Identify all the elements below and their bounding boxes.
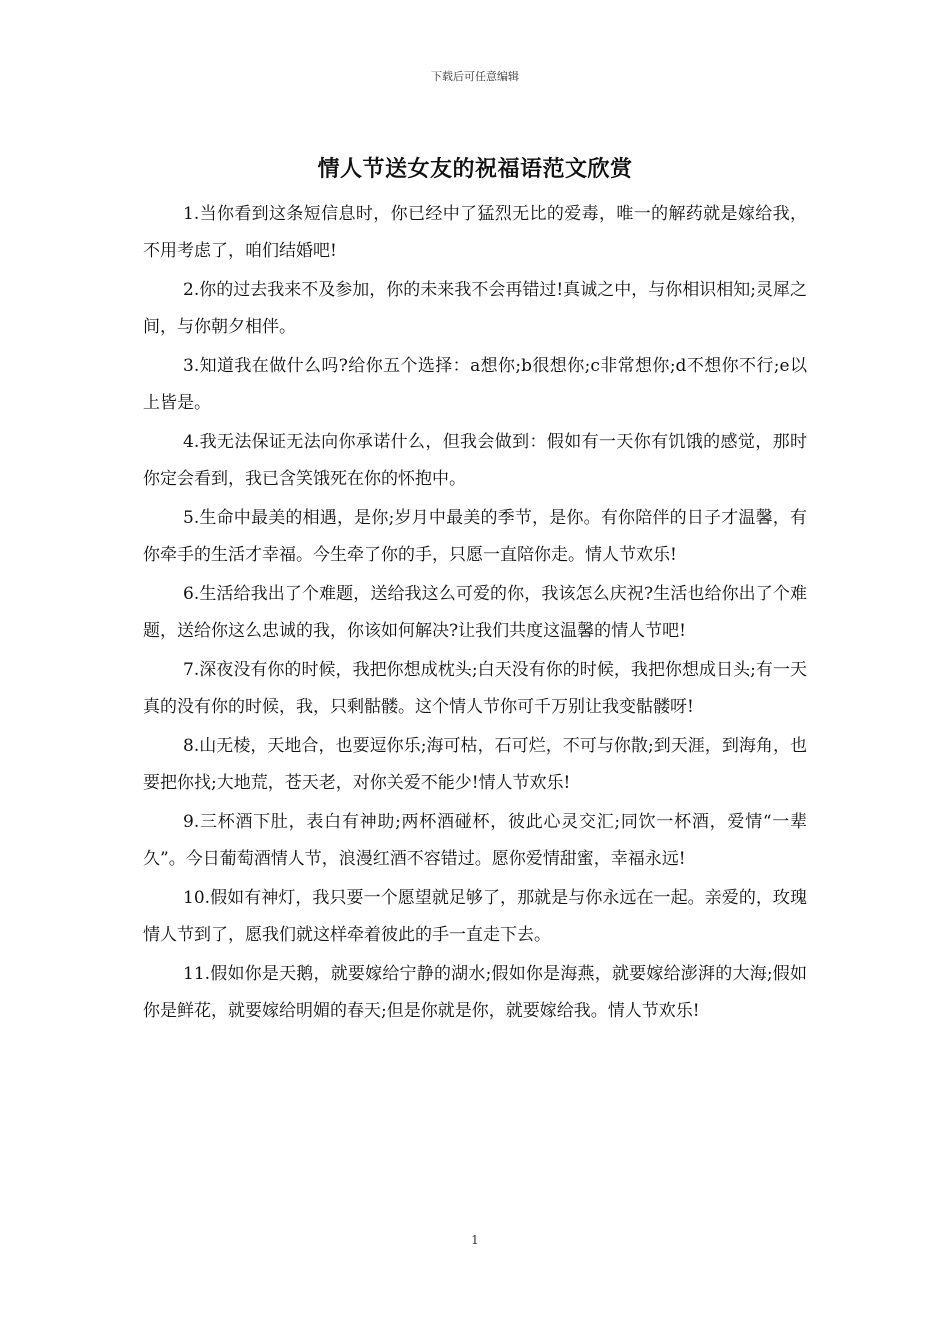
paragraph-7: 7.深夜没有你的时候，我把你想成枕头;白天没有你的时候，我把你想成日头;有一天真的没有你的时候，我，只剩骷髅。这个情人节你可千万别让我变骷髅呀! [143,660,807,717]
paragraph-9: 9.三杯酒下肚，表白有神助;两杯酒碰杯，彼此心灵交汇;同饮一杯酒，爱情“一辈久”。今日葡萄酒情人节，浪漫红酒不容错过。愿你爱情甜蜜，幸福永远! [143,812,807,869]
page-header-note: 下载后可任意编辑 [431,70,519,83]
paragraph-8: 8.山无棱，天地合，也要逗你乐;海可枯，石可烂，不可与你散;到天涯，到海角，也要把你找;大地荒，苍天老，对你关爱不能少!情人节欢乐! [143,736,807,793]
paragraph-2: 2.你的过去我来不及参加，你的未来我不会再错过!真诚之中，与你相识相知;灵犀之间，与你朝夕相伴。 [143,280,807,337]
paragraph-4: 4.我无法保证无法向你承诺什么，但我会做到：假如有一天你有饥饿的感觉，那时你定会看到，我已含笑饿死在你的怀抱中。 [143,432,807,489]
document-body [143,196,807,1032]
paragraph-11: 11.假如你是天鹅，就要嫁给宁静的湖水;假如你是海燕，就要嫁给澎湃的大海;假如你是鲜花，就要嫁给明媚的春天;但是你就是你，就要嫁给我。情人节欢乐! [143,964,807,1021]
paragraph-6: 6.生活给我出了个难题，送给我这么可爱的你，我该怎么庆祝?生活也给你出了个难题，送给你这么忠诚的我，你该如何解决?让我们共度这温馨的情人节吧! [143,584,807,641]
document-title: 情人节送女友的祝福语范文欣赏 [317,156,633,182]
paragraph-5: 5.生命中最美的相遇，是你;岁月中最美的季节，是你。有你陪伴的日子才温馨，有你牵手的生活才幸福。今生牵了你的手，只愿一直陪你走。情人节欢乐! [143,508,807,565]
paragraph-1: 1.当你看到这条短信息时，你已经中了猛烈无比的爱毒，唯一的解药就是嫁给我，不用考虑了，咱们结婚吧! [143,204,807,261]
paragraph-10: 10.假如有神灯，我只要一个愿望就足够了，那就是与你永远在一起。亲爱的，玫瑰情人节到了，愿我们就这样牵着彼此的手一直走下去。 [143,888,807,945]
paragraph-3: 3.知道我在做什么吗?给你五个选择：a想你;b很想你;c非常想你;d不想你不行;e以上皆是。 [143,356,807,413]
page-number: 1 [471,1233,479,1247]
